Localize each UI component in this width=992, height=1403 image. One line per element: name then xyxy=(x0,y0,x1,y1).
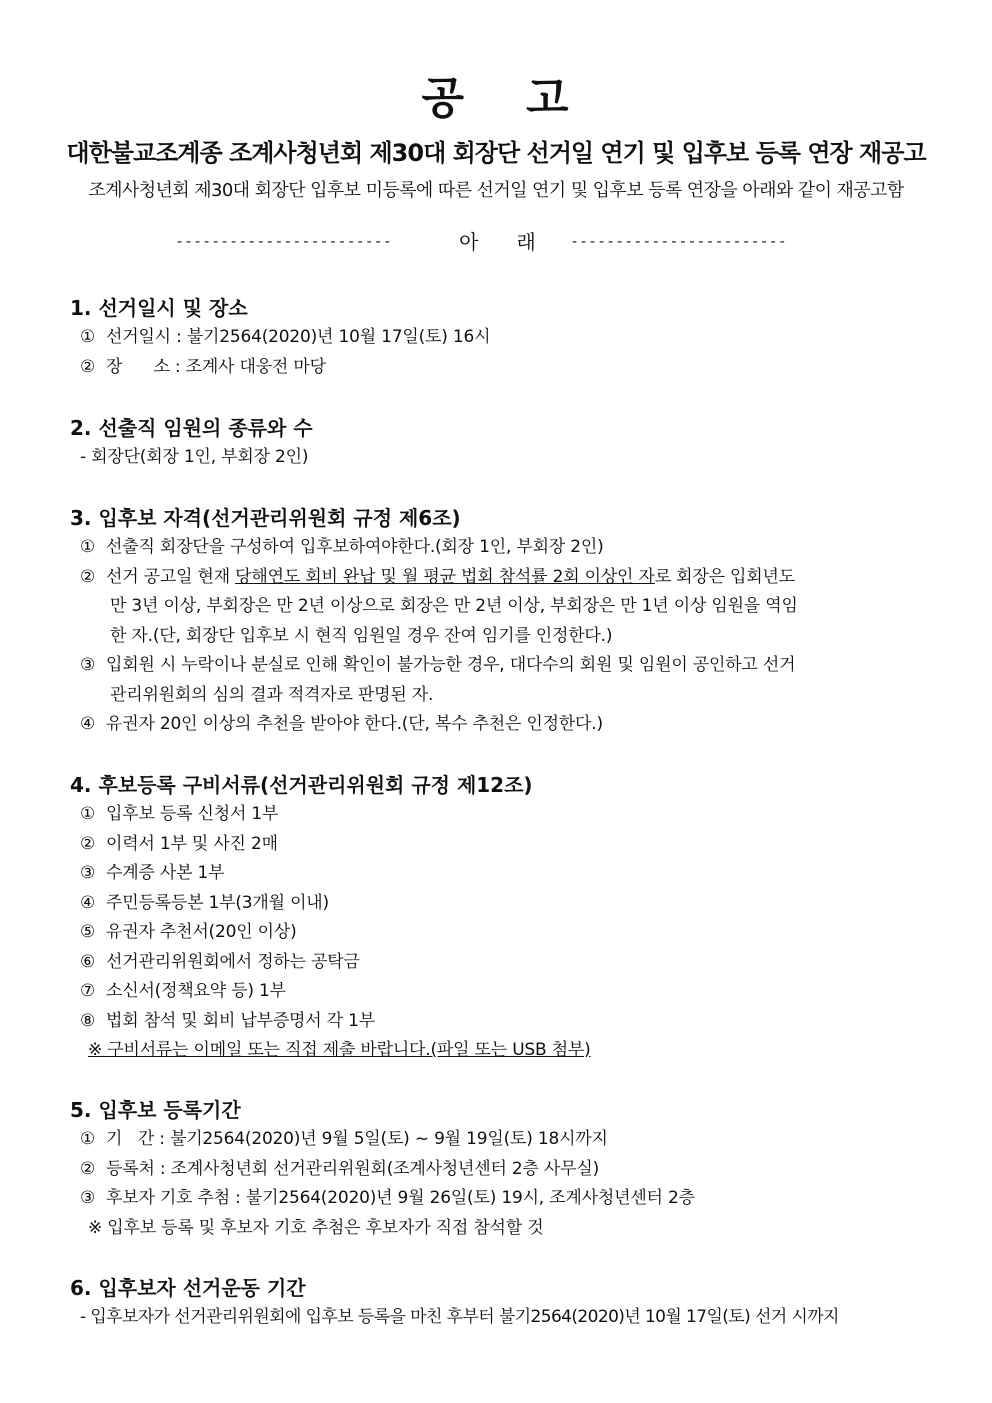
list-item: ⑦ 소신서(정책요약 등) 1부 xyxy=(80,981,286,1001)
list-item: ⑥ 선거관리위원회에서 정하는 공탁금 xyxy=(80,951,360,972)
list-item: ③ 후보자 기호 추첨 : 불기2564(2020)년 9월 26일(토) 19시, 조계사청년센터 2층 xyxy=(80,1188,695,1208)
section-candidate-eligibility xyxy=(70,503,930,740)
underlined-requirement: 당해연도 회비 완납 및 월 평균 법회 참석률 2회 이상인 자 xyxy=(235,566,655,587)
section-heading: 2. 선출직 임원의 종류와 수 xyxy=(70,416,313,440)
list-item: ④ 주민등록등본 1부(3개월 이내) xyxy=(80,892,329,913)
divider-dashes-left: ------------------------ xyxy=(175,231,392,250)
section-heading: 4. 후보등록 구비서류(선거관리위원회 규정 제12조) xyxy=(70,773,533,797)
list-item: ① 기 간 : 불기2564(2020)년 9월 5일(토) ~ 9월 19일(토) 18시까지 xyxy=(80,1129,608,1149)
list-item: ③ 입회원 시 누락이나 분실로 인해 확인이 불가능한 경우, 대다수의 회원 및 임원이 공인하고 선거 xyxy=(80,655,796,675)
list-item: ② 장 소 : 조계사 대웅전 마당 xyxy=(80,356,326,377)
list-item-continuation: 만 3년 이상, 부회장은 만 2년 이상으로 회장은 만 2년 이상, 부회장은 만 1년 이상 임원을 역임 xyxy=(110,596,798,616)
list-item: ⑤ 유권자 추천서(20인 이상) xyxy=(80,922,297,942)
section-registration-period xyxy=(70,1095,930,1243)
section-heading: 6. 입후보자 선거운동 기간 xyxy=(70,1276,306,1300)
list-item: ② 이력서 1부 및 사진 2매 xyxy=(80,833,278,854)
notice-subtitle: 대한불교조계종 조계사청년회 제30대 회장단 선거일 연기 및 입후보 등록 연장 재공고 xyxy=(66,139,926,167)
section-heading: 1. 선거일시 및 장소 xyxy=(70,296,248,320)
list-item: - 회장단(회장 1인, 부회장 2인) xyxy=(80,447,309,467)
list-item-continuation: 한 자.(단, 회장단 입후보 시 현직 임원일 경우 잔여 임기를 인정한다.) xyxy=(110,625,613,646)
section-campaign-period xyxy=(70,1273,930,1333)
section-required-documents xyxy=(70,770,930,1066)
ahrae-label: 아 래 xyxy=(459,230,536,254)
page-title xyxy=(0,62,992,126)
divider-dashes-right: ------------------------ xyxy=(569,231,787,250)
documents-note: ※ 구비서류는 이메일 또는 직접 제출 바랍니다.(파일 또는 USB 첨부) xyxy=(88,1040,591,1060)
list-item: ① 선거일시 : 불기2564(2020)년 10월 17일(토) 16시 xyxy=(80,327,491,347)
list-item: ① 선출직 회장단을 구성하여 입후보하여야한다.(회장 1인, 부회장 2인) xyxy=(80,537,604,557)
title-char-2: 고 xyxy=(526,73,571,124)
ahrae-divider xyxy=(175,226,820,255)
list-item: ④ 유권자 20인 이상의 추천을 받아야 한다.(단, 복수 추천은 인정한다.) xyxy=(80,714,603,734)
list-item: ③ 수계증 사본 1부 xyxy=(80,863,225,883)
section-officer-types xyxy=(70,413,930,473)
list-item: ② 등록처 : 조계사청년회 선거관리위원회(조계사청년센터 2층 사무실) xyxy=(80,1158,600,1179)
list-item: ① 입후보 등록 신청서 1부 xyxy=(80,804,279,824)
list-item: ⑧ 법회 참석 및 회비 납부증명서 각 1부 xyxy=(80,1010,375,1031)
list-item: ② 선거 공고일 현재 당해연도 회비 완납 및 월 평균 법회 참석률 2회 이상인 자로 회장은 입회년도 xyxy=(80,566,795,587)
notice-intro: 조계사청년회 제30대 회장단 입후보 미등록에 따른 선거일 연기 및 입후보 등록 연장을 아래와 같이 재공고함 xyxy=(88,180,904,201)
section-heading: 5. 입후보 등록기간 xyxy=(70,1098,241,1122)
section-election-date-place xyxy=(70,293,930,382)
title-char-1: 공 xyxy=(421,73,466,124)
list-item: - 입후보자가 선거관리위원회에 입후보 등록을 마친 후부터 불기2564(2020)년 10월 17일(토) 선거 시까지 xyxy=(80,1307,839,1327)
list-item-continuation: 관리위원회의 심의 결과 적격자로 판명된 자. xyxy=(110,684,434,705)
registration-note: ※ 입후보 등록 및 후보자 기호 추첨은 후보자가 직접 참석할 것 xyxy=(88,1217,544,1238)
section-heading: 3. 입후보 자격(선거관리위원회 규정 제6조) xyxy=(70,506,461,530)
